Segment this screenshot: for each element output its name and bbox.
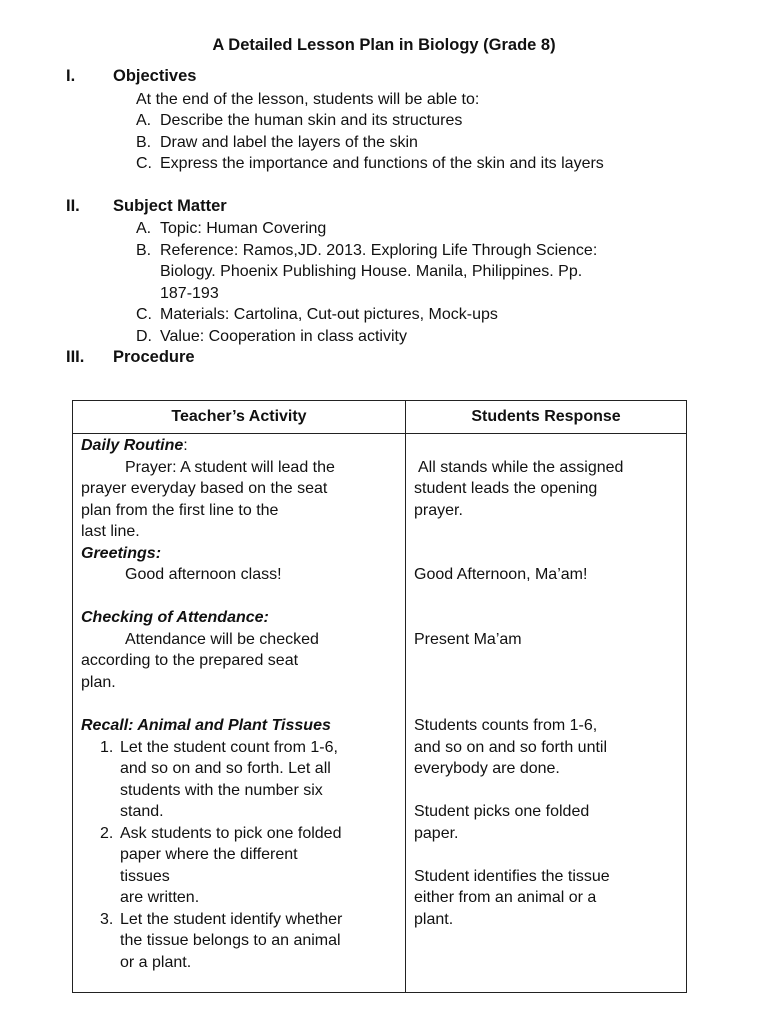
objective-item <box>136 153 604 175</box>
step-text: Let the student identify whether <box>120 911 343 928</box>
table-row <box>73 434 687 993</box>
item-text: Describe the human skin and its structures <box>160 112 463 129</box>
subject-topic <box>136 218 326 240</box>
daily-routine-heading <box>81 435 188 457</box>
step-text: Let the student count from 1-6, <box>120 739 338 756</box>
reference-continuation: Biology. Phoenix Publishing House. Manila, Philippines. Pp. <box>160 263 583 280</box>
item-text: Materials: Cartolina, Cut-out pictures, Mock-ups <box>160 306 498 323</box>
teacher-activity-header: Teacher’s Activity <box>73 401 406 434</box>
step-number: 2. <box>100 825 114 842</box>
step-number: 1. <box>100 739 114 756</box>
section-number: I. <box>66 67 76 85</box>
greetings-heading: Greetings: <box>81 545 162 562</box>
response-text: either from an animal or a <box>414 889 597 906</box>
section-subject-heading <box>66 197 227 216</box>
item-text: Reference: Ramos,JD. 2013. Exploring Life Through Science: <box>160 242 598 259</box>
step-text: are written. <box>120 889 200 906</box>
response-text: All stands while the assigned <box>418 459 624 476</box>
attendance-heading: Checking of Attendance: <box>81 609 269 626</box>
item-label: A. <box>136 112 152 129</box>
response-text: Good Afternoon, Ma’am! <box>414 566 588 583</box>
prayer-text: last line. <box>81 523 140 540</box>
section-title: Procedure <box>113 348 195 366</box>
objectives-intro: At the end of the lesson, students will be able to: <box>136 91 480 108</box>
daily-routine-colon: : <box>183 437 188 454</box>
item-text: Topic: Human Covering <box>160 220 327 237</box>
attendance-text: according to the prepared seat <box>81 652 299 669</box>
step-text: paper where the different <box>120 846 298 863</box>
attendance-text: plan. <box>81 674 116 691</box>
response-text: Student picks one folded <box>414 803 590 820</box>
step-text: tissues <box>120 868 170 885</box>
section-number: III. <box>66 348 85 366</box>
step-text: or a plant. <box>120 954 192 971</box>
table-header-row <box>73 401 687 434</box>
response-text: student leads the opening <box>414 480 598 497</box>
response-text: Present Ma’am <box>414 631 522 648</box>
step-number: 3. <box>100 911 114 928</box>
response-text: and so on and so forth until <box>414 739 608 756</box>
item-label: C. <box>136 155 152 172</box>
document-title: A Detailed Lesson Plan in Biology (Grade 8) <box>212 36 556 54</box>
section-number: II. <box>66 197 80 215</box>
response-text: everybody are done. <box>414 760 560 777</box>
step-text: students with the number six <box>120 782 323 799</box>
section-procedure-heading <box>66 348 195 367</box>
students-response-header: Students Response <box>406 401 687 434</box>
subject-value <box>136 326 407 348</box>
response-text: Students counts from 1-6, <box>414 717 598 734</box>
step-text: the tissue belongs to an animal <box>120 932 341 949</box>
response-text: prayer. <box>414 502 463 519</box>
students-response-cell <box>406 434 687 993</box>
subject-materials <box>136 304 498 326</box>
item-label: B. <box>136 242 152 259</box>
section-title: Objectives <box>113 67 197 85</box>
prayer-text: prayer everyday based on the seat <box>81 480 328 497</box>
prayer-text: Prayer: A student will lead the <box>125 459 335 476</box>
response-text: plant. <box>414 911 454 928</box>
item-text: Value: Cooperation in class activity <box>160 328 407 345</box>
greetings-text: Good afternoon class! <box>125 566 282 583</box>
item-label: C. <box>136 306 152 323</box>
procedure-table <box>72 400 687 993</box>
item-label: D. <box>136 328 152 345</box>
step-text: Ask students to pick one folded <box>120 825 342 842</box>
section-title: Subject Matter <box>113 197 227 215</box>
recall-heading: Recall: Animal and Plant Tissues <box>81 717 331 734</box>
response-text: Student identifies the tissue <box>414 868 610 885</box>
objective-item <box>136 110 462 132</box>
step-text: and so on and so forth. Let all <box>120 760 331 777</box>
prayer-text: plan from the first line to the <box>81 502 279 519</box>
subject-reference <box>136 240 597 262</box>
item-label: B. <box>136 134 152 151</box>
response-text: paper. <box>414 825 459 842</box>
item-text: Express the importance and functions of the skin and its layers <box>160 155 604 172</box>
item-text: Draw and label the layers of the skin <box>160 134 418 151</box>
objective-item <box>136 132 418 154</box>
step-text: stand. <box>120 803 164 820</box>
attendance-text: Attendance will be checked <box>125 631 319 648</box>
teacher-activity-cell <box>73 434 406 993</box>
section-objectives-heading <box>66 67 196 86</box>
item-label: A. <box>136 220 152 237</box>
reference-continuation: 187-193 <box>160 285 219 302</box>
daily-routine-label: Daily Routine <box>81 437 184 454</box>
